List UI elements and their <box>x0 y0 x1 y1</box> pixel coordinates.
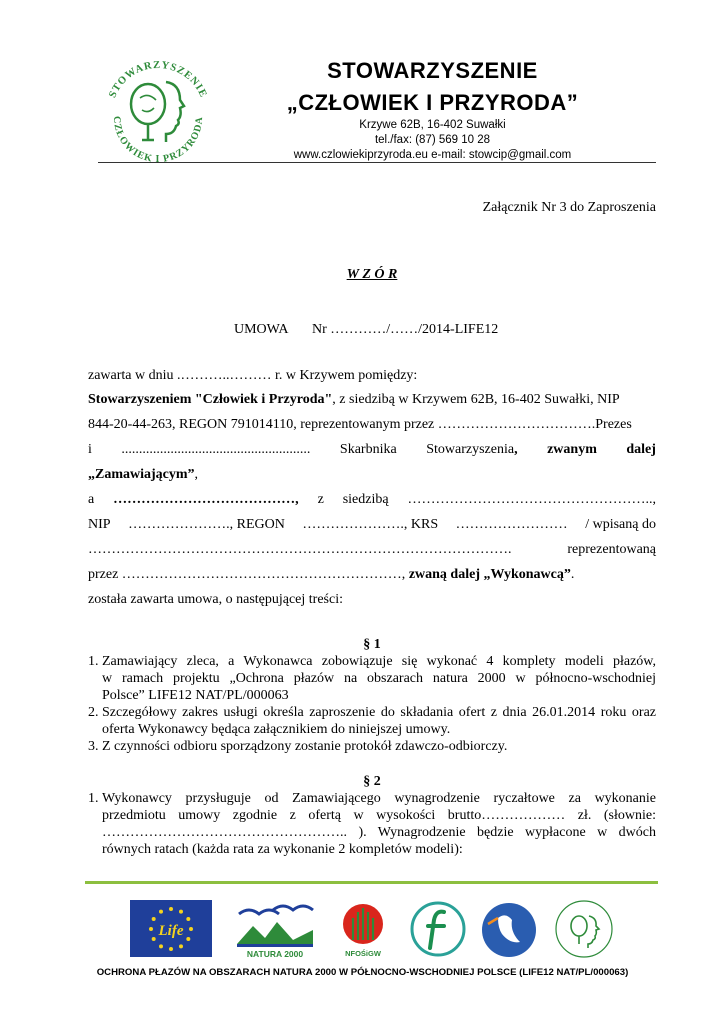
header-divider <box>98 162 656 163</box>
organization-address: Krzywe 62B, 16-402 Suwałki <box>359 119 506 131</box>
association-logo <box>92 48 222 170</box>
party2-line4: przez ……………………………………………………, zwaną dalej „Wykonawcą”. <box>88 567 575 582</box>
template-label: W Z Ó R <box>346 267 398 282</box>
eu-star-icon <box>169 907 173 911</box>
contract-title: UMOWA <box>234 322 289 337</box>
list-item-line: oferta Wykonawcy będąca załącznikiem do niniejszej umowy. <box>102 722 451 737</box>
word-association: Stowarzyszenia, <box>426 442 518 457</box>
krs-blank: …………………… <box>455 517 568 532</box>
eu-star-icon <box>149 927 153 931</box>
section2-heading: § 2 <box>363 774 381 789</box>
nip-label: NIP <box>88 517 111 532</box>
eu-star-icon <box>189 927 193 931</box>
list-item-line: Wykonawcy przysługuje od Zamawiającego wynagrodzenie ryczałtowe za wykonanie <box>102 791 656 806</box>
contractor-name-blank: …………………………………, <box>113 492 299 507</box>
eu-star-icon <box>152 937 156 941</box>
contract-date-line: zawarta w dniu .………..……… r. w Krzywem pomiędzy: <box>88 368 418 383</box>
registry-blank: ………………………………………………………………………………. <box>88 542 512 557</box>
word-i: i <box>88 442 92 457</box>
footer-divider <box>85 881 658 884</box>
natura-2000-logo <box>233 900 317 960</box>
svg-text:STOWARZYSZENIE: STOWARZYSZENIE <box>107 59 209 100</box>
list-item-line: Szczegółowy zakres usługi określa zaproszenie do składania ofert z dnia 26.01.2014 roku oraz <box>102 705 656 720</box>
party1-name: Stowarzyszeniem "Człowiek i Przyroda" <box>88 392 333 407</box>
contractor-seat-blank: …………………………………………….., <box>407 492 656 507</box>
contract-number: Nr …………/……/2014-LIFE12 <box>312 322 499 337</box>
word-called: zwanym <box>547 442 597 457</box>
list-item <box>88 738 656 755</box>
word-seat: siedzibą <box>342 492 389 507</box>
party1-address: , z siedzibą w Krzywem 62B, 16-402 Suwałki, NIP <box>332 392 620 407</box>
attachment-label: Załącznik Nr 3 do Zaproszenia <box>482 200 656 215</box>
contract-intro: została zawarta umowa, o następującej treści: <box>88 592 343 607</box>
svg-text:NATURA 2000: NATURA 2000 <box>246 949 304 959</box>
party2-line1 <box>88 491 656 508</box>
list-item <box>88 704 656 738</box>
registered-in-label: / wpisaną do <box>585 517 656 532</box>
party1-line1 <box>88 391 620 408</box>
eu-star-icon <box>179 910 183 914</box>
list-item-line: Z czynności odbioru sporządzony zostanie protokół zdawczo-odbiorczy. <box>102 739 508 754</box>
word-represented: reprezentowaną <box>567 542 656 557</box>
eu-star-icon <box>186 937 190 941</box>
party1-line2: 844-20-44-263, REGON 791014110, reprezentowanym przez …………………………….Prezes <box>88 417 632 432</box>
word-z: z <box>317 492 324 507</box>
organization-web-email: www.czlowiekiprzyroda.eu e-mail: stowcip@gmail.com <box>293 149 572 161</box>
list-item-number: 1. <box>88 654 99 669</box>
party1-alias: „Zamawiającym”, <box>88 467 199 482</box>
association-logo-small <box>553 898 615 960</box>
dotted-blank: ...................................................... <box>121 442 311 457</box>
list-item <box>88 653 656 704</box>
list-item-line: …………………………………………….. ). Wynagrodzenie będzie wypłacone w dwóch <box>102 825 656 840</box>
section2-list <box>88 790 656 858</box>
regon-label: …………………., REGON <box>128 517 285 532</box>
svg-text:Life: Life <box>158 923 184 939</box>
organization-name-line2: „CZŁOWIEK I PRZYRODA” <box>286 90 579 115</box>
nfosigw-logo <box>340 900 386 960</box>
list-item-number: 2. <box>88 705 99 720</box>
list-item <box>88 790 656 858</box>
section1-list <box>88 653 656 755</box>
list-item-number: 1. <box>88 791 99 806</box>
list-item-line: przedmiotu umowy zgodnie z ofertą w wysokości brutto……………… zł. (słownie: <box>102 808 656 823</box>
word-further: dalej <box>626 442 656 457</box>
krs-label: …………………., KRS <box>302 517 439 532</box>
list-item-line: Polsce” LIFE12 NAT/PL/000063 <box>102 688 289 703</box>
party2-line2 <box>88 516 656 533</box>
list-item-line: Zamawiający zleca, a Wykonawca zobowiązuje się wykonać 4 komplety modeli płazów, <box>102 654 656 669</box>
eu-star-icon <box>186 917 190 921</box>
word-a: a <box>88 492 95 507</box>
eu-star-icon <box>159 944 163 948</box>
svg-text:CZŁOWIEK I PRZYRODA: CZŁOWIEK I PRZYRODA <box>110 115 206 166</box>
eu-star-icon <box>179 944 183 948</box>
section1-heading: § 1 <box>363 637 381 652</box>
organization-name-line1: STOWARZYSZENIE <box>327 58 538 83</box>
svg-text:NFOŚiGW: NFOŚiGW <box>345 949 381 958</box>
list-item-line: w ramach projektu „Ochrona płazów na obszarach natura 2000 w północno-wschodniej <box>102 671 656 686</box>
list-item-number: 3. <box>88 739 99 754</box>
stork-logo <box>480 900 538 960</box>
eu-star-icon <box>169 947 173 951</box>
party1-line3 <box>88 441 656 458</box>
fund-f-logo <box>410 900 466 958</box>
list-item-line: równych ratach (każda rata za wykonanie 2 kompletów modeli): <box>102 842 463 857</box>
organization-phone: tel./fax: (87) 569 10 28 <box>374 134 491 146</box>
eu-star-icon <box>159 910 163 914</box>
eu-life-logo <box>130 900 212 957</box>
project-footer-text: OCHRONA PŁAZÓW NA OBSZARACH NATURA 2000 W PÓŁNOCNO-WSCHODNIEJ POLSCE (LIFE12 NAT/PL/000063) <box>96 967 629 978</box>
word-treasurer: Skarbnika <box>339 442 397 457</box>
eu-star-icon <box>152 917 156 921</box>
party2-line3 <box>88 541 656 558</box>
